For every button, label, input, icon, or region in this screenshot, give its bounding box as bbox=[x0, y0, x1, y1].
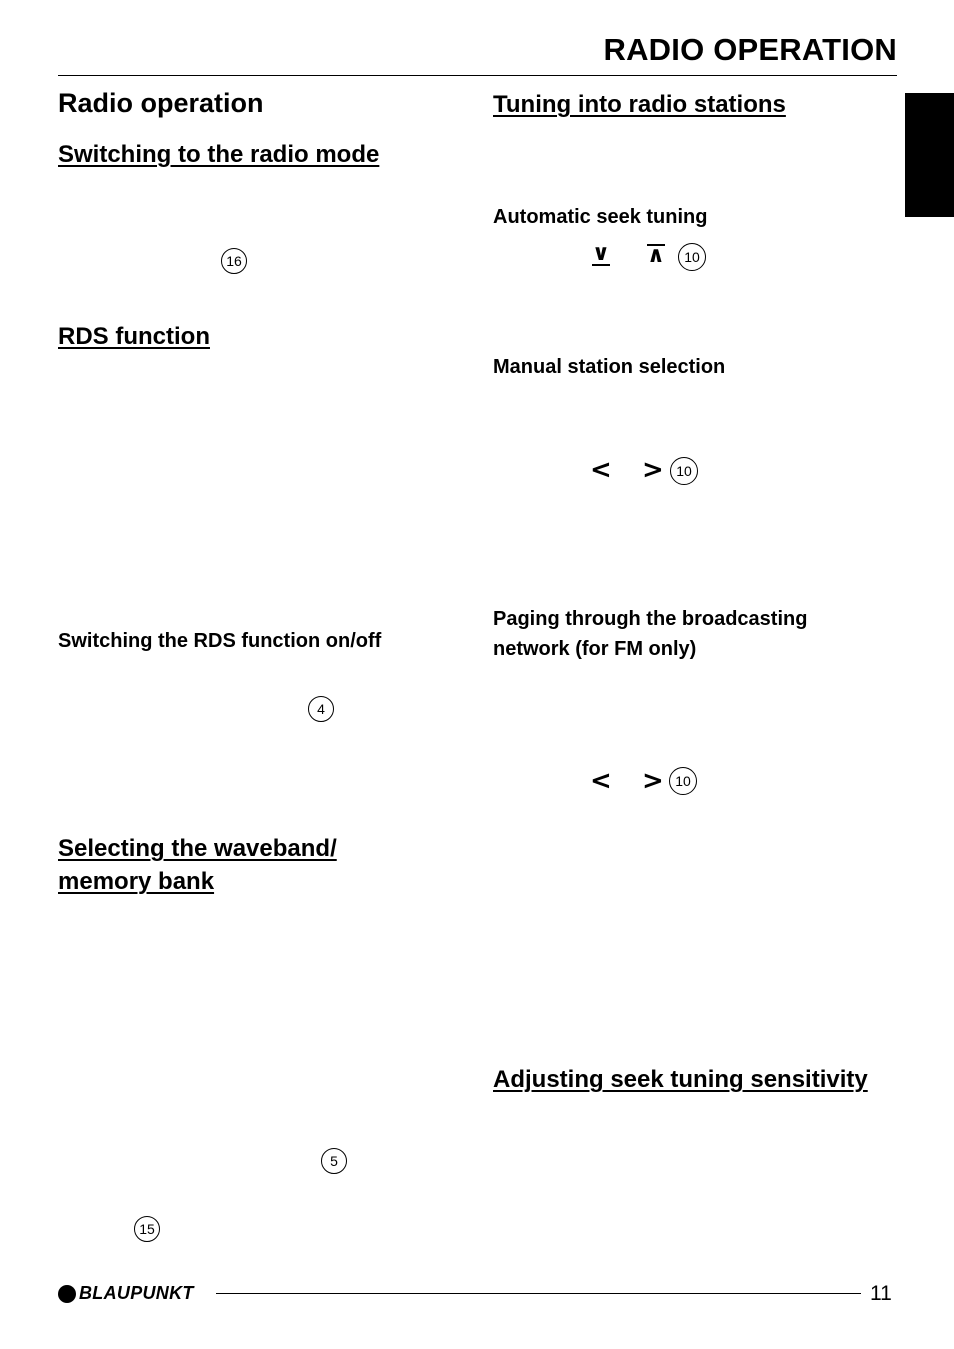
tuning-stations-heading: Tuning into radio stations bbox=[493, 91, 786, 118]
brand-logo bbox=[58, 1283, 194, 1304]
callout-10-auto-seek: 10 bbox=[678, 243, 706, 271]
brand-name: BLAUPUNKT bbox=[79, 1283, 194, 1303]
paging-heading-line2: network (for FM only) bbox=[493, 638, 697, 660]
page-number: 11 bbox=[870, 1282, 892, 1305]
automatic-seek-heading: Automatic seek tuning bbox=[493, 206, 708, 228]
callout-10-manual: 10 bbox=[670, 457, 698, 485]
footer-divider bbox=[216, 1293, 861, 1294]
arrow-left-icon: < bbox=[590, 455, 612, 485]
manual-selection-heading: Manual station selection bbox=[493, 356, 726, 378]
arrow-right-icon: > bbox=[642, 766, 664, 796]
rds-function-heading: RDS function bbox=[58, 323, 210, 350]
rds-onoff-heading: Switching the RDS function on/off bbox=[58, 630, 382, 652]
section-title: Radio operation bbox=[58, 88, 264, 118]
paging-heading bbox=[493, 604, 807, 664]
language-tab-marker bbox=[905, 93, 954, 217]
waveband-heading bbox=[58, 832, 337, 898]
page-header-title: RADIO OPERATION bbox=[603, 32, 897, 67]
seek-down-icon: ∨ bbox=[592, 241, 610, 266]
callout-10-paging: 10 bbox=[669, 767, 697, 795]
header-divider bbox=[58, 75, 897, 76]
callout-5: 5 bbox=[321, 1148, 347, 1174]
seek-up-icon: ∧ bbox=[647, 243, 665, 268]
paging-heading-line1: Paging through the broadcasting bbox=[493, 608, 808, 630]
callout-16: 16 bbox=[221, 248, 247, 274]
seek-sensitivity-heading: Adjusting seek tuning sensitivity bbox=[493, 1066, 868, 1093]
switching-radio-mode-heading: Switching to the radio mode bbox=[58, 141, 380, 168]
waveband-heading-line1: Selecting the waveband/ bbox=[58, 835, 337, 862]
arrow-left-icon: < bbox=[590, 766, 612, 796]
waveband-heading-line2: memory bank bbox=[58, 868, 215, 895]
arrow-right-icon: > bbox=[642, 455, 664, 485]
callout-4: 4 bbox=[308, 696, 334, 722]
brand-dot-icon bbox=[58, 1285, 76, 1303]
callout-15: 15 bbox=[134, 1216, 160, 1242]
